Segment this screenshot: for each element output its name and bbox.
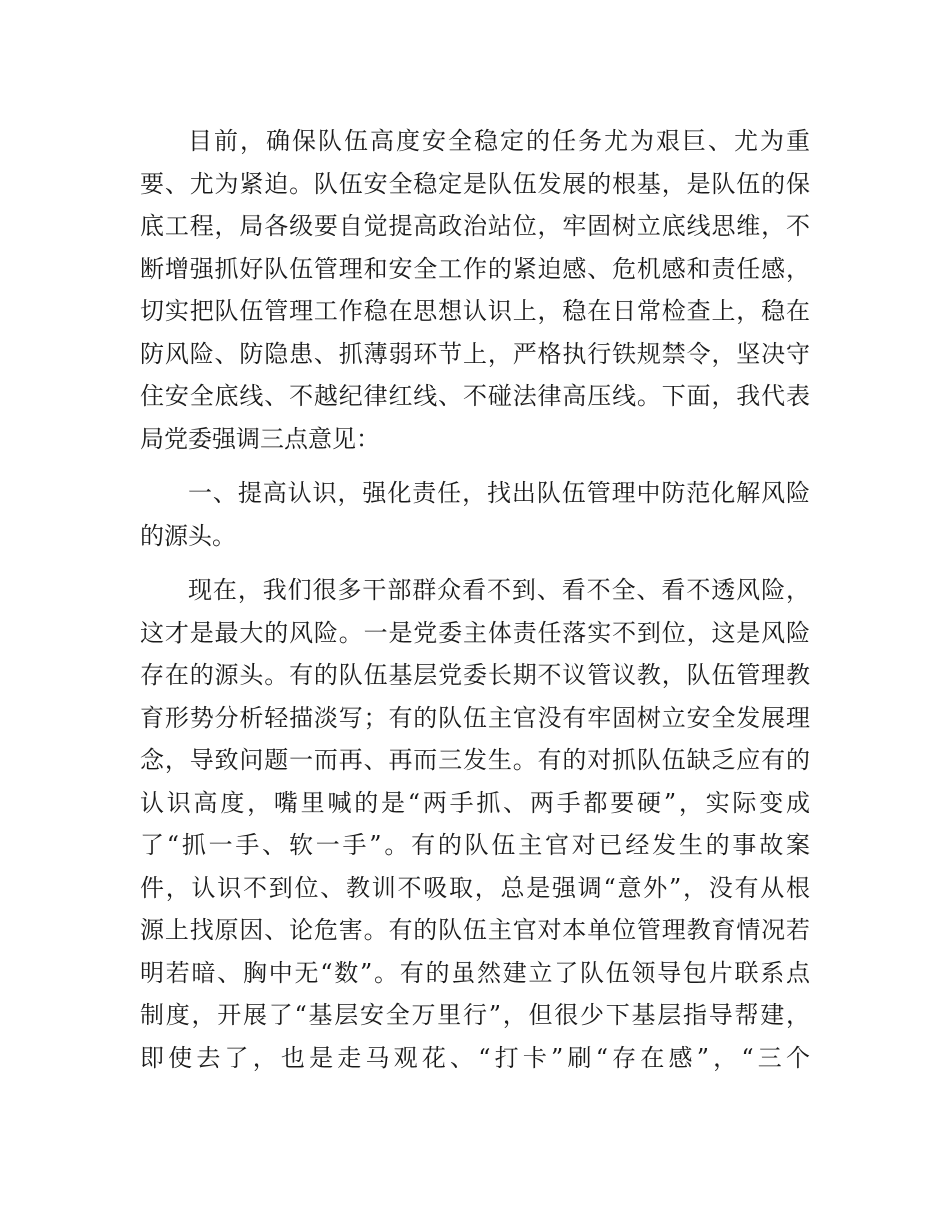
paragraph-spacer bbox=[140, 460, 810, 472]
text-line: 底工程，局各级要自觉提高政治站位，牢固树立底线思维，不 bbox=[140, 212, 810, 240]
text-line: 念，导致问题一而再、再而三发生。有的对抓队伍缺乏应有的 bbox=[140, 746, 810, 774]
text-line: 断增强抓好队伍管理和安全工作的紧迫感、危机感和责任感， bbox=[140, 254, 810, 283]
text-line: 明若暗、胸中无“数”。有的虽然建立了队伍领导包片联系点 bbox=[140, 958, 810, 987]
paragraph-spacer bbox=[140, 557, 810, 569]
text-line: 这才是最大的风险。一是党委主体责任落实不到位，这是风险 bbox=[140, 618, 810, 647]
text-line: 源上找原因、论危害。有的队伍主官对本单位管理教育情况若 bbox=[140, 916, 810, 944]
heading-line: 一、提高认识，强化责任，找出队伍管理中防范化解风险 bbox=[188, 479, 810, 507]
text-line: 育形势分析轻描淡写；有的队伍主官没有牢固树立安全发展理 bbox=[140, 703, 810, 732]
text-line: 现在，我们很多干部群众看不到、看不全、看不透风险， bbox=[188, 576, 810, 604]
text-line: 件，认识不到位、教训不吸取，总是强调“意外”，没有从根 bbox=[140, 873, 810, 902]
text-line: 即使去了，也是走马观花、“打卡”刷“存在感”，“三个 bbox=[140, 1043, 810, 1072]
text-line: 切实把队伍管理工作稳在思想认识上，稳在日常检查上，稳在 bbox=[140, 297, 810, 325]
text-line: 局党委强调三点意见： bbox=[140, 424, 380, 453]
text-line: 目前，确保队伍高度安全稳定的任务尤为艰巨、尤为重 bbox=[188, 127, 810, 155]
text-line: 要、尤为紧迫。队伍安全稳定是队伍发展的根基，是队伍的保 bbox=[140, 169, 810, 198]
document-body bbox=[140, 120, 810, 1079]
text-line: 住安全底线、不越纪律红线、不碰法律高压线。下面，我代表 bbox=[140, 382, 810, 410]
text-line: 防风险、防隐患、抓薄弱环节上，严格执行铁规禁令，坚决守 bbox=[140, 339, 810, 368]
heading-line: 的源头。 bbox=[140, 521, 236, 550]
paragraph-body bbox=[140, 569, 810, 1079]
text-line: 了“抓一手、软一手”。有的队伍主官对已经发生的事故案 bbox=[140, 831, 810, 859]
text-line: 制度，开展了“基层安全万里行”，但很少下基层指导帮建， bbox=[140, 1001, 810, 1029]
paragraph-intro bbox=[140, 120, 810, 460]
text-line: 存在的源头。有的队伍基层党委长期不议管议教，队伍管理教 bbox=[140, 661, 810, 689]
text-line: 认识高度，嘴里喊的是“两手抓、两手都要硬”，实际变成 bbox=[140, 788, 810, 817]
section-heading-1 bbox=[140, 472, 810, 557]
